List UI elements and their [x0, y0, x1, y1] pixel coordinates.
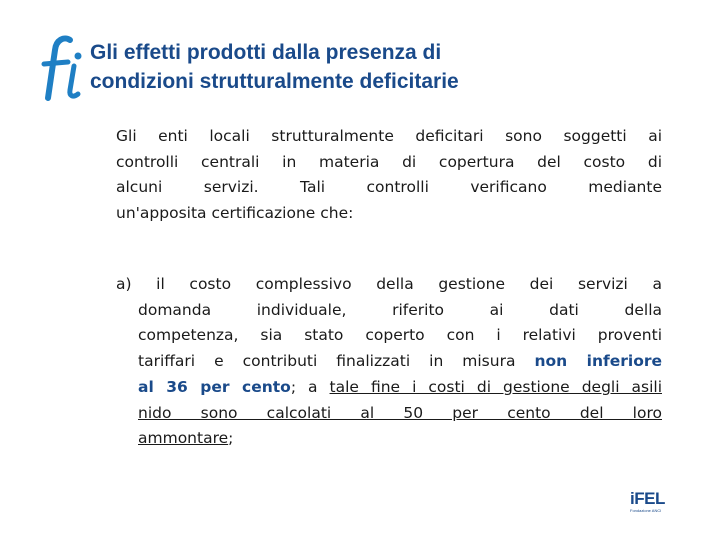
- intro-line-2: controlli centrali in materia di copertura del costo di: [116, 152, 662, 171]
- ifel-brand-subtitle: Fondazione ANCI: [630, 508, 662, 513]
- point-a-paragraph: [116, 272, 662, 452]
- ifel-logo: [630, 490, 668, 518]
- fi-logo-icon: [40, 34, 96, 104]
- point-a-line-4: [116, 349, 662, 375]
- point-a-line-5-sep: ; a: [290, 377, 330, 396]
- underlined-asili-nido-text: tale fine i costi di gestione degli asili: [329, 377, 662, 396]
- ifel-brand-text: iFEL: [630, 489, 665, 508]
- highlight-36-per-cento: al 36 per cento: [138, 377, 291, 396]
- slide-title: [90, 38, 690, 96]
- point-a-line-7-end: ;: [228, 429, 234, 448]
- slide-title-line-2: condizioni strutturalmente deficitarie: [90, 70, 459, 93]
- highlight-non-inferiore: non inferiore: [534, 352, 662, 371]
- point-a-line-4-text: tariffari e contributi finalizzati in misura: [138, 352, 535, 371]
- slide-title-line-1: Gli effetti prodotti dalla presenza di: [90, 41, 442, 64]
- intro-paragraph: [116, 124, 662, 227]
- point-a-line-5: [116, 375, 662, 401]
- intro-line-4: un'apposita certificazione che:: [116, 204, 354, 223]
- underlined-ammontare: ammontare: [138, 429, 229, 448]
- point-a-line-6: nido sono calcolati al 50 per cento del loro: [138, 403, 662, 422]
- intro-line-3: alcuni servizi. Tali controlli verificano mediante: [116, 178, 662, 197]
- point-a-line-7: [116, 426, 662, 452]
- point-a-line-3: competenza, sia stato coperto con i relativi proventi: [138, 326, 662, 345]
- intro-line-1: Gli enti locali strutturalmente deficitari sono soggetti ai: [116, 127, 662, 145]
- point-a-line-1: a) il costo complessivo della gestione dei servizi a: [116, 275, 662, 293]
- point-a-line-2: domanda individuale, riferito ai dati della: [138, 300, 662, 319]
